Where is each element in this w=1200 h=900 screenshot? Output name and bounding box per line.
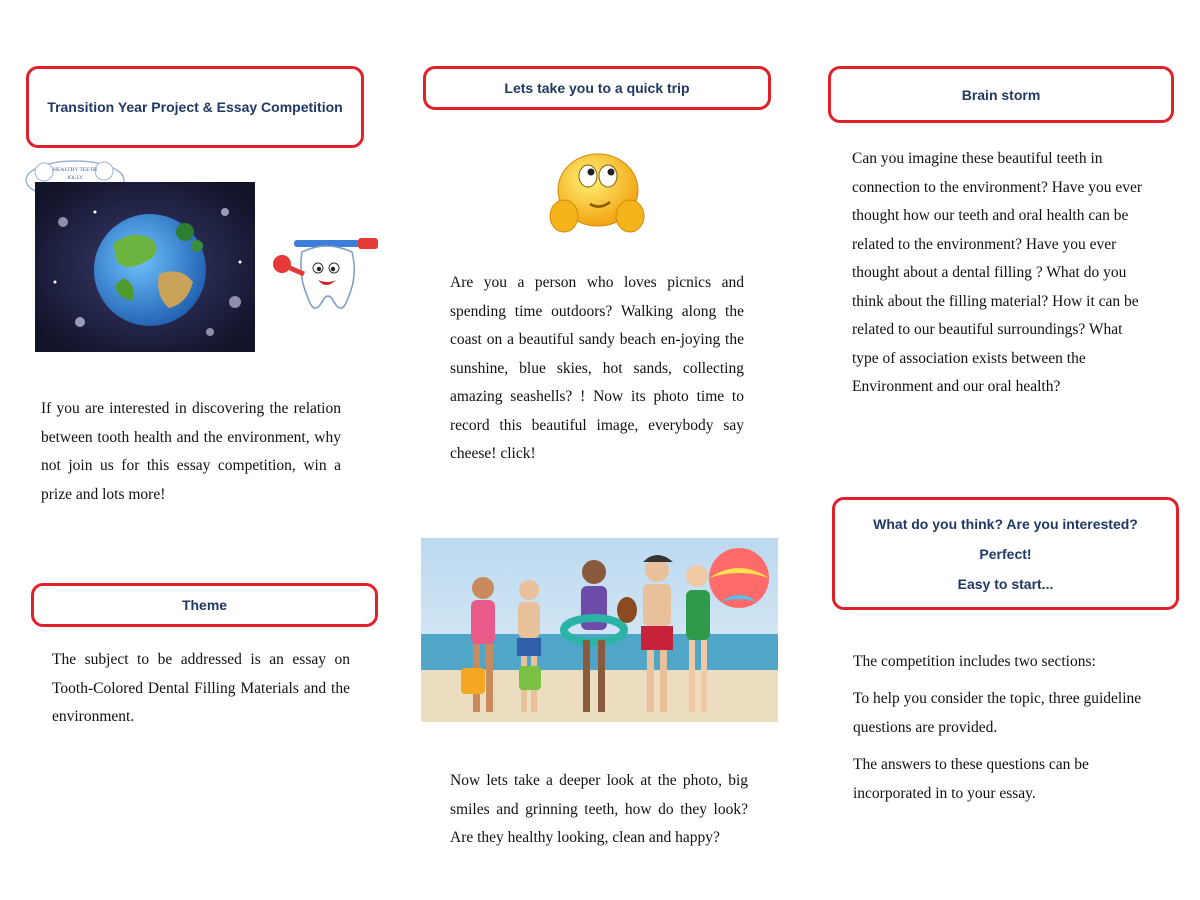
trip-box <box>423 66 771 110</box>
guidelines-paragraph: To help you consider the topic, three guideline questions are provided. <box>853 690 1142 736</box>
sections-paragraph: The competition includes two sections: <box>853 653 1096 670</box>
earth-image <box>35 182 255 352</box>
intro-paragraph: If you are interested in discovering the relation between tooth health and the environment, why not join us for this essay competition, win a prize and lots more! <box>41 400 341 503</box>
interest-line-1: What do you think? Are you interested? <box>873 515 1138 532</box>
answers-paragraph: The answers to these questions can be incorporated in to your essay. <box>853 756 1089 802</box>
brainstorm-title: Brain storm <box>961 86 1041 103</box>
interest-line-2: Perfect! <box>979 545 1032 562</box>
trip-title: Lets take you to a quick trip <box>504 80 690 96</box>
thinking-emoji-icon <box>546 150 648 238</box>
title-box-competition <box>26 66 364 148</box>
interest-line-3: Easy to start... <box>957 575 1054 592</box>
theme-title: Theme <box>181 597 228 613</box>
theme-box <box>31 583 378 627</box>
brainstorm-box <box>828 66 1174 123</box>
tooth-mascot-image <box>268 232 380 320</box>
photo-paragraph: Now lets take a deeper look at the photo, big smiles and grinning teeth, how do they look? Are they healthy looking, clean and happy? <box>450 772 748 846</box>
cloud-line-2: JOLLY <box>66 175 84 181</box>
theme-paragraph: The subject to be addressed is an essay on Tooth-Colored Dental Filling Materials and the environment. <box>52 651 350 725</box>
interest-box <box>832 497 1179 610</box>
brainstorm-paragraph: Can you imagine these beautiful teeth in connection to the environment? Have you ever thought how our teeth and oral health can be related to the environment? Have you ever thought about a dental filling ? What do you think about the filling material? How it can be related to our beautiful surroundings? What type of association exists between the Environment and our oral health? <box>852 150 1143 395</box>
trip-paragraph: Are you a person who loves picnics and spending time outdoors? Walking along the coast on a beautiful sandy beach en-joying the sunshine, blue skies, hot sands, collecting amazing seashells? ! Now its photo time to record this beautiful image, everybody say cheese! click! <box>450 274 744 462</box>
title-competition: Transition Year Project & Essay Competition <box>47 99 343 115</box>
beach-kids-photo <box>421 538 778 722</box>
cloud-line-1: HEALTHY TEETH <box>53 167 97 173</box>
